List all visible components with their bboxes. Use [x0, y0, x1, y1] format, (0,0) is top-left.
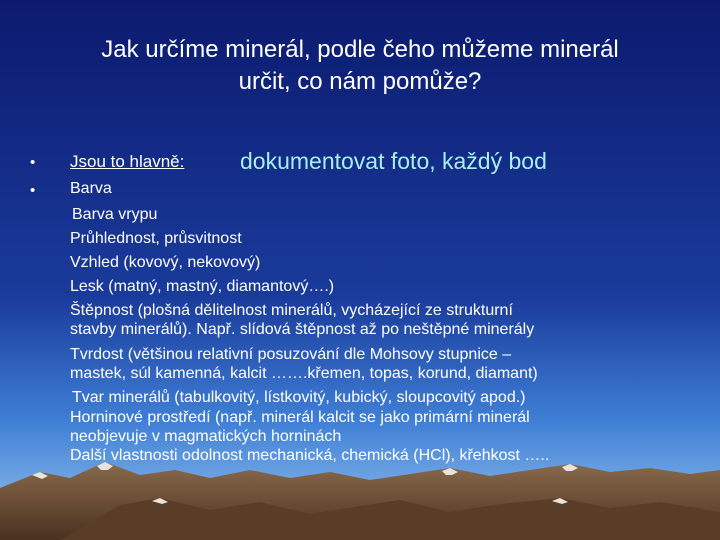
bullet-1-label: Jsou to hlavně: [70, 152, 185, 171]
slide-title-line-1: Jak určíme minerál, podle čeho můžeme minerál [101, 36, 619, 63]
slide-title-line-2: určit, co nám pomůže? [238, 68, 482, 95]
property-line: Štěpnost (plošná dělitelnost minerálů, vycházející ze strukturní [70, 302, 513, 319]
property-line: Vzhled (kovový, nekovový) [70, 254, 261, 271]
property-line: Lesk (matný, mastný, diamantový….) [70, 278, 335, 295]
property-line: Tvrdost (většinou relativní posuzování dle Mohsovy stupnice – [70, 346, 512, 363]
property-line: Další vlastnosti odolnost mechanická, chemická (HCl), křehkost ….. [70, 447, 550, 464]
property-line: Tvar minerálů (tabulkovitý, lístkovitý, kubický, sloupcovitý apod.) [72, 389, 526, 406]
property-line: neobjevuje v magmatických horninách [70, 428, 342, 445]
property-line: Průhlednost, průsvitnost [70, 230, 242, 247]
property-line: Horninové prostředí (např. minerál kalcit se jako primární minerál [70, 409, 530, 426]
property-line: stavby minerálů). Např. slídová štěpnost až po neštěpné minerály [70, 321, 535, 338]
bullet-1-emphasis: dokumentovat foto, každý bod [240, 148, 547, 174]
bullet-marker-2: • [30, 182, 36, 199]
bullet-marker-1: • [30, 154, 36, 171]
property-line: Barva vrypu [72, 206, 158, 223]
bullet-2-heading: Barva [70, 180, 112, 197]
property-line: mastek, súl kamenná, kalcit …….křemen, topas, korund, diamant) [70, 365, 538, 382]
